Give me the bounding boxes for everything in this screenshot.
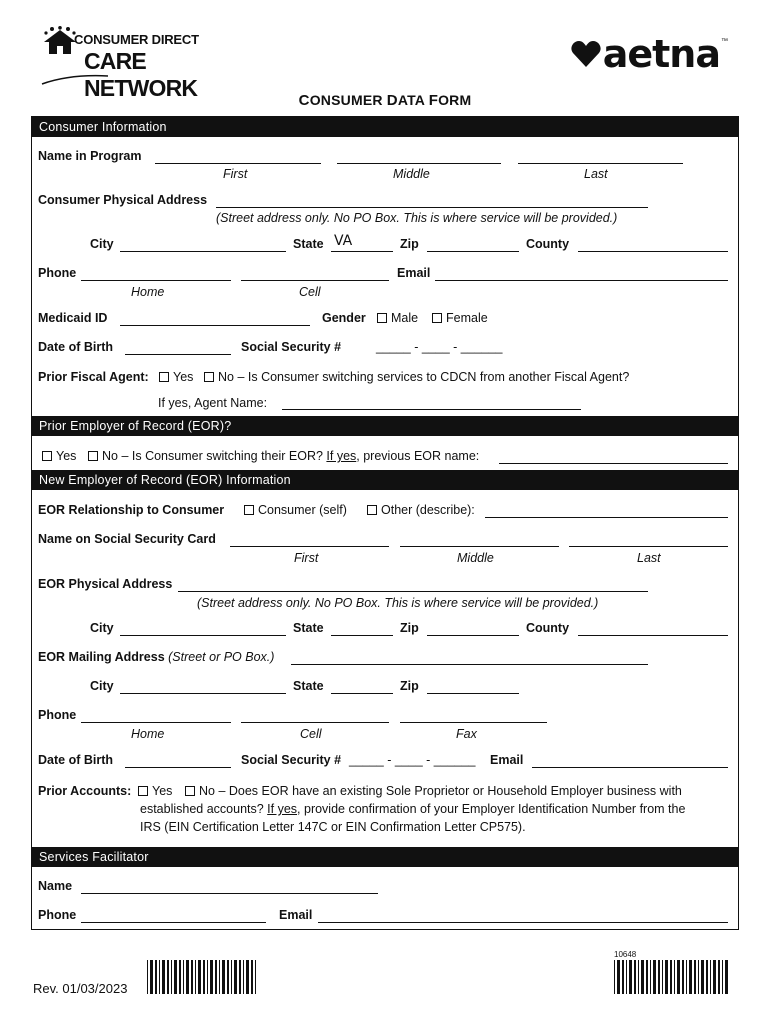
agent-name-label: If yes, Agent Name: [158, 396, 268, 410]
eor-first-name-field[interactable] [230, 546, 389, 547]
prior-fiscal-yes-option[interactable]: Yes [159, 370, 193, 384]
logo-line-2: CARE NETWORK [84, 48, 198, 101]
relationship-other-option[interactable]: Other (describe): [367, 503, 475, 517]
facilitator-phone-field[interactable] [81, 922, 266, 923]
consumer-state-label: State [293, 237, 324, 251]
gender-label: Gender [322, 311, 366, 325]
section-prior-eor: Prior Employer of Record (EOR)? [32, 416, 738, 436]
checkbox-icon[interactable] [244, 505, 254, 515]
checkbox-icon[interactable] [377, 313, 387, 323]
cdcn-logo [40, 26, 230, 101]
previous-eor-name-field[interactable] [499, 463, 728, 464]
medicaid-id-field[interactable] [120, 325, 310, 326]
eor-dob-field[interactable] [125, 767, 231, 768]
prior-accounts-label: Prior Accounts: [38, 784, 132, 798]
eor-county-field[interactable] [578, 635, 728, 636]
consumer-first-name-field[interactable] [155, 163, 321, 164]
checkbox-icon[interactable] [138, 786, 148, 796]
checkbox-icon[interactable] [432, 313, 442, 323]
home-caption: Home [131, 285, 165, 299]
eor-address-field[interactable] [178, 591, 648, 592]
eor-ssn-label: Social Security # [241, 753, 342, 767]
trademark: ™ [721, 38, 728, 45]
aetna-wordmark: aetna [602, 32, 720, 76]
prior-fiscal-no-option[interactable]: No – Is Consumer switching services to CDCN from another Fiscal Agent? [204, 370, 629, 384]
consumer-email-label: Email [397, 266, 431, 280]
name-in-program-label: Name in Program [38, 149, 142, 163]
relationship-self-option[interactable]: Consumer (self) [244, 503, 347, 517]
mailing-zip-label: Zip [400, 679, 419, 693]
prior-accounts-yes-option[interactable]: Yes [138, 784, 172, 798]
consumer-ssn-label: Social Security # [241, 340, 342, 354]
consumer-zip-field[interactable] [427, 251, 519, 252]
medicaid-id-label: Medicaid ID [38, 311, 108, 325]
consumer-state-value: VA [334, 233, 353, 249]
eor-zip-field[interactable] [427, 635, 519, 636]
middle-caption: Middle [393, 167, 430, 181]
cell-caption: Cell [299, 285, 321, 299]
eor-home-phone-field[interactable] [81, 722, 231, 723]
first-caption: First [294, 551, 319, 565]
checkbox-icon[interactable] [159, 372, 169, 382]
eor-email-label: Email [490, 753, 524, 767]
barcode-left-icon [147, 960, 258, 994]
eor-address-note: (Street address only. No PO Box. This is where service will be provided.) [197, 596, 599, 610]
aetna-logo [571, 32, 728, 76]
eor-county-label: County [526, 621, 570, 635]
checkbox-icon[interactable] [185, 786, 195, 796]
section-new-eor: New Employer of Record (EOR) Information [32, 470, 738, 490]
consumer-county-label: County [526, 237, 570, 251]
consumer-dob-field[interactable] [125, 354, 231, 355]
consumer-phone-label: Phone [38, 266, 77, 280]
consumer-county-field[interactable] [578, 251, 728, 252]
section-consumer-information: Consumer Information [32, 117, 738, 137]
form-number: 10648 [614, 950, 637, 959]
consumer-ssn-field[interactable]: _____ - ____ - ______ [376, 340, 503, 354]
eor-state-label: State [293, 621, 324, 635]
last-caption: Last [584, 167, 608, 181]
eor-relationship-label: EOR Relationship to Consumer [38, 503, 225, 517]
facilitator-name-field[interactable] [81, 893, 378, 894]
facilitator-email-label: Email [279, 908, 313, 922]
eor-fax-field[interactable] [400, 722, 547, 723]
relationship-other-field[interactable] [485, 517, 728, 518]
mailing-state-label: State [293, 679, 324, 693]
consumer-zip-label: Zip [400, 237, 419, 251]
facilitator-phone-label: Phone [38, 908, 77, 922]
prior-accounts-no-option[interactable]: No – Does EOR have an existing Sole Proprietor or Household Employer business with [185, 784, 682, 798]
mailing-zip-field[interactable] [427, 693, 519, 694]
checkbox-icon[interactable] [88, 451, 98, 461]
logo-swoosh-icon [40, 72, 110, 86]
prior-accounts-text-line3: IRS (EIN Certification Letter 147C or EIN Confirmation Letter CP575). [140, 820, 526, 834]
consumer-home-phone-field[interactable] [81, 280, 231, 281]
eor-ssn-field[interactable]: _____ - ____ - ______ [349, 753, 476, 767]
eor-city-field[interactable] [120, 635, 286, 636]
prior-eor-yes-option[interactable]: Yes [42, 449, 76, 463]
checkbox-icon[interactable] [367, 505, 377, 515]
prior-fiscal-agent-label: Prior Fiscal Agent: [38, 370, 149, 384]
consumer-email-field[interactable] [435, 280, 728, 281]
agent-name-field[interactable] [282, 409, 581, 410]
gender-female-option[interactable]: Female [432, 311, 488, 325]
consumer-address-label: Consumer Physical Address [38, 193, 208, 207]
eor-middle-name-field[interactable] [400, 546, 559, 547]
mailing-city-field[interactable] [120, 693, 286, 694]
eor-email-field[interactable] [532, 767, 728, 768]
mailing-state-field[interactable] [331, 693, 393, 694]
fax-caption: Fax [456, 727, 477, 741]
ss-card-name-label: Name on Social Security Card [38, 532, 216, 546]
consumer-state-field[interactable] [331, 251, 393, 252]
last-caption: Last [637, 551, 661, 565]
page-title: CONSUMER DATA FORM [298, 92, 472, 109]
consumer-address-field[interactable] [216, 207, 648, 208]
prior-eor-no-option[interactable]: No – Is Consumer switching their EOR? If yes, previous EOR name: [88, 449, 479, 463]
eor-dob-label: Date of Birth [38, 753, 113, 767]
home-caption: Home [131, 727, 165, 741]
facilitator-name-label: Name [38, 879, 73, 893]
eor-address-label: EOR Physical Address [38, 577, 173, 591]
consumer-dob-label: Date of Birth [38, 340, 113, 354]
prior-accounts-text-line2: established accounts? If yes, provide confirmation of your Employer Identification Number from the [140, 802, 686, 816]
heart-icon [571, 40, 601, 68]
gender-male-option[interactable]: Male [377, 311, 418, 325]
mailing-city-label: City [90, 679, 114, 693]
checkbox-icon[interactable] [42, 451, 52, 461]
consumer-city-label: City [90, 237, 114, 251]
section-services-facilitator: Services Facilitator [32, 847, 738, 867]
consumer-cell-phone-field[interactable] [241, 280, 389, 281]
consumer-address-note: (Street address only. No PO Box. This is where service will be provided.) [216, 211, 618, 225]
barcode-right-icon [614, 960, 729, 994]
middle-caption: Middle [457, 551, 494, 565]
eor-city-label: City [90, 621, 114, 635]
cell-caption: Cell [300, 727, 322, 741]
eor-mailing-label: EOR Mailing Address (Street or PO Box.) [38, 650, 275, 664]
eor-cell-phone-field[interactable] [241, 722, 389, 723]
revision-date: Rev. 01/03/2023 [33, 981, 128, 996]
first-caption: First [223, 167, 248, 181]
eor-zip-label: Zip [400, 621, 419, 635]
consumer-middle-name-field[interactable] [337, 163, 501, 164]
eor-phone-label: Phone [38, 708, 77, 722]
checkbox-icon[interactable] [204, 372, 214, 382]
consumer-city-field[interactable] [120, 251, 286, 252]
consumer-last-name-field[interactable] [518, 163, 683, 164]
facilitator-email-field[interactable] [318, 922, 728, 923]
eor-mailing-field[interactable] [291, 664, 648, 665]
eor-last-name-field[interactable] [569, 546, 728, 547]
logo-line-1: CONSUMER DIRECT [74, 32, 199, 47]
eor-state-field[interactable] [331, 635, 393, 636]
